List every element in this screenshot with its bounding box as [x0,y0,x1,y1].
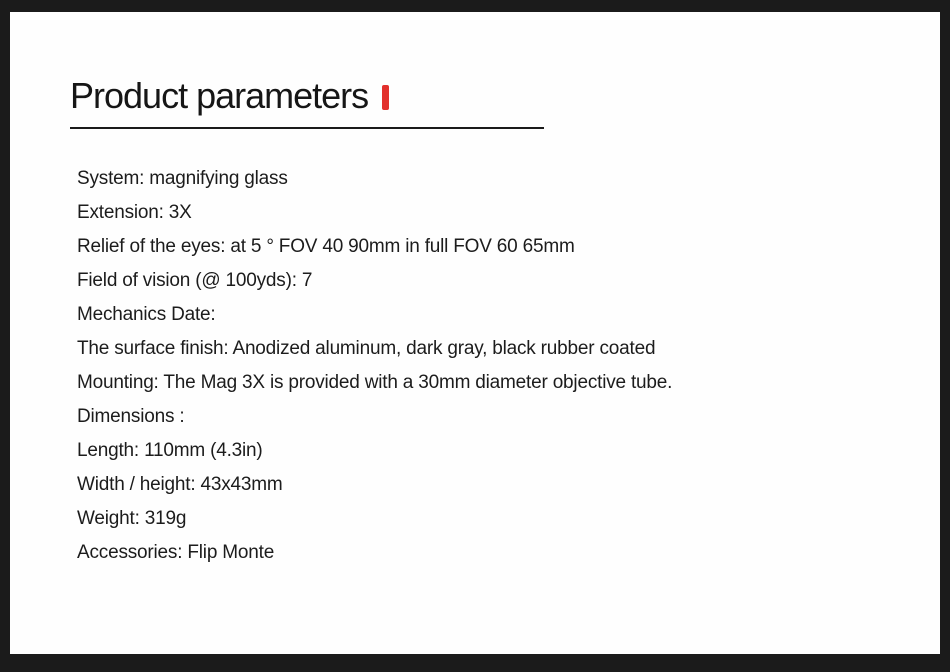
spec-line: Relief of the eyes: at 5 ° FOV 40 90mm in full FOV 60 65mm [77,236,575,257]
spec-line: Extension: 3X [77,202,192,223]
spec-line: Accessories: Flip Monte [77,542,275,563]
title-underline [70,127,544,129]
spec-line: Weight: 319g [77,508,187,529]
spec-line: Length: 110mm (4.3in) [77,440,263,461]
title-row [70,76,389,116]
spec-line: The surface finish: Anodized aluminum, dark gray, black rubber coated [77,338,656,359]
spec-list [77,162,897,570]
spec-line: Width / height: 43x43mm [77,474,283,495]
spec-line: Field of vision (@ 100yds): 7 [77,270,313,291]
spec-line: Mechanics Date: [77,304,216,325]
spec-line: Dimensions : [77,406,185,427]
spec-line: System: magnifying glass [77,168,288,189]
red-accent-mark [382,85,389,110]
page-title: Product parameters [70,75,369,116]
product-parameters-page [10,12,940,654]
spec-line: Mounting: The Mag 3X is provided with a 30mm diameter objective tube. [77,372,673,393]
